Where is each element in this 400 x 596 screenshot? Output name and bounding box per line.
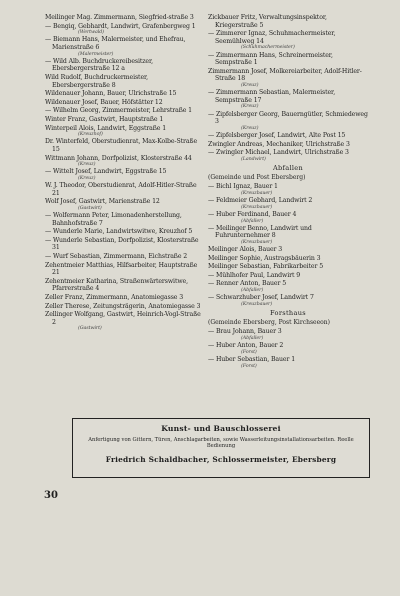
- entry-house-name: (Schuhmachermeister): [241, 45, 295, 51]
- directory-entry: [208, 342, 368, 355]
- entry-house-name: (Gastwirt): [78, 205, 102, 211]
- directory-entry: [208, 294, 368, 307]
- entry-text: Wolf Josef, Gastwirt, Marienstraße 12: [45, 198, 160, 206]
- entry-text: — Wittelt Josef, Landwirt, Eggstraße 15: [45, 168, 167, 176]
- directory-entry: [208, 211, 368, 224]
- directory-entry: [208, 149, 368, 162]
- directory-entry: [45, 253, 205, 261]
- entry-text: — Mühlhofer Paul, Landwirt 9: [208, 271, 301, 279]
- directory-entry: [45, 278, 205, 293]
- ad-owner: Friedrich Schaldbacher, Schlossermeister, Ebersberg: [105, 455, 337, 464]
- directory-entry: [45, 36, 205, 56]
- entry-text: — Zwingler Michael, Landwirt, Ulrichstraße 3: [208, 149, 349, 157]
- directory-entry: [45, 228, 205, 236]
- directory-entry: [45, 311, 205, 331]
- directory-entry: [45, 116, 205, 124]
- directory-entry: [45, 138, 205, 153]
- entry-house-name: (Kreuzbauer): [241, 190, 273, 196]
- directory-entry: [208, 197, 368, 210]
- directory-entry: [45, 303, 205, 311]
- entry-text: Zehentmeier Matthias, Hilfsarbeiter, Hauptstraße 21: [45, 261, 198, 277]
- directory-entry: [208, 356, 368, 369]
- entry-house-name: (Kreuz): [78, 175, 96, 181]
- entry-house-name: (Wertwald): [78, 30, 104, 36]
- entry-text: — Zipfelsberger Georg, Bauerngütler, Schmiedeweg 3: [208, 110, 368, 126]
- entry-text: — Huber Ferdinand, Bauer 4: [208, 210, 297, 218]
- entry-text: Zeller Therese, Zeitungsträgerin, Anatomiegasse 3: [45, 302, 201, 310]
- directory-entry: [45, 212, 205, 227]
- directory-entry: [45, 23, 205, 36]
- directory-entry: [45, 262, 205, 277]
- entry-text: — Huber Sebastian, Bauer 1: [208, 356, 296, 364]
- entry-text: — Zipfelsberger Josef, Landwirt, Alte Post 15: [208, 131, 346, 139]
- entry-text: — Wolfermann Peter, Limonadenherstellung, Bahnhofstraße 7: [45, 212, 182, 227]
- entry-house-name: (Gastwirt): [78, 326, 102, 332]
- right-column: [208, 14, 368, 370]
- entry-text: Wittmann Johann, Dorfpolizist, Klosterstraße 44: [45, 154, 192, 162]
- entry-text: Zehentmeier Katharina, Straßenwärterswitwe, Pfarrerstraße 4: [45, 277, 188, 293]
- directory-entry: [45, 107, 205, 115]
- entry-text: — Zimmermann Sebastian, Malermeister, Sempstraße 17: [208, 89, 336, 104]
- directory-entry: [208, 183, 368, 196]
- entry-text: Zeller Franz, Zimmermann, Anatomiegasse 3: [45, 294, 184, 302]
- directory-entry: [208, 14, 368, 29]
- entry-text: — Brau Johann, Bauer 3: [208, 328, 282, 336]
- entry-text: — Biemann Hans, Malermeister, und Ehefrau, Marienstraße 6: [45, 36, 186, 51]
- entry-text: — Feldmeier Gebhard, Landwirt 2: [208, 197, 313, 205]
- entry-text: Wildenauer Josef, Bauer, Höfstätter 12: [45, 98, 163, 106]
- entry-house-name: (Kreuz): [241, 104, 259, 110]
- entry-text: W. J. Theodor, Oberstudienrat, Adolf-Hitler-Straße 21: [45, 182, 197, 197]
- entry-house-name: (Kreuzbauer): [241, 301, 273, 307]
- entry-house-name: (Forst): [241, 363, 257, 369]
- directory-entry: [45, 99, 205, 107]
- entry-text: Meilinger Sophie, Austragsbäuerin 3: [208, 254, 321, 262]
- entry-text: — Schwarzhuber Josef, Landwirt 7: [208, 294, 314, 302]
- page-number: 30: [44, 490, 58, 501]
- entry-text: — Meilinger Benno, Landwirt und Fuhrunternehmer 8: [208, 224, 312, 240]
- entry-text: — Wunderle Marie, Landwirtswitwe, Kreuzhof 5: [45, 228, 193, 236]
- entry-text: Zwingler Andreas, Mechaniker, Ulrichstraße 3: [208, 140, 350, 148]
- entry-text: — Wunderle Sebastian, Dorfpolizist, Klosterstraße 31: [45, 236, 199, 252]
- directory-entry: [208, 328, 368, 341]
- directory-entry: [45, 294, 205, 302]
- entry-house-name: (Kreuz): [241, 125, 259, 131]
- advertisement-box: [72, 418, 370, 478]
- entry-text: Meilinger Sebastian, Fabrikarbeiter 5: [208, 263, 324, 271]
- entry-text: — Wild Alb. Buchdruckereibesitzer, Ebersbergerstraße 12 a: [45, 57, 154, 73]
- entry-text: — Zimmerer Ignaz, Schuhmachermeister, Seemühlweg 14: [208, 30, 336, 45]
- directory-entry: [45, 90, 205, 98]
- section-heading: Forsthaus: [270, 309, 306, 318]
- entry-house-name: (Kreuz): [241, 82, 259, 88]
- directory-entry: [208, 68, 368, 88]
- entry-text: Meilinger Mag. Zimmermann, Siegfried-straße 3: [45, 14, 194, 21]
- entry-text: Wild Rudolf, Buchdruckermeister, Ebersbergerstraße 8: [45, 73, 149, 89]
- directory-entry: [208, 246, 368, 254]
- entry-text: — Huber Anton, Bauer 2: [208, 342, 284, 350]
- entry-house-name: (Kreuzbauer): [241, 239, 273, 245]
- entry-text: Dr. Winterfeld, Oberstudienrat, Max-Kolbe-Straße 15: [45, 138, 198, 153]
- entry-house-name: (Abfaller): [241, 336, 264, 342]
- entry-text: Winter Franz, Gastwirt, Hauptstraße 1: [45, 115, 164, 123]
- directory-entry: [45, 155, 205, 168]
- directory-entry: [208, 52, 368, 67]
- entry-text: — Wilhelm Georg, Zimmermeister, Lehrstraße 1: [45, 107, 192, 115]
- section-heading: Abfallen: [272, 163, 304, 172]
- section-subheading: (Gemeinde Ebersberg, Post Kirchseeon): [208, 319, 330, 327]
- entry-text: Wildenauer Johann, Bauer, Ulrichstraße 15: [45, 90, 177, 98]
- entry-text: — Wurf Sebastian, Zimmermann, Eichstraße 2: [45, 253, 188, 261]
- directory-entry: [45, 168, 205, 181]
- left-column: [45, 14, 205, 333]
- entry-text: — Renner Anton, Bauer 5: [208, 280, 287, 288]
- directory-entry: [208, 263, 368, 271]
- section-subheading: (Gemeinde und Post Ebersberg): [208, 173, 306, 181]
- directory-entry: [45, 182, 205, 197]
- entry-text: Winterpeil Alois, Landwirt, Eggstraße 1: [45, 124, 167, 132]
- entry-house-name: (Abfaller): [241, 288, 264, 294]
- directory-entry: [208, 225, 368, 245]
- directory-entry: [45, 74, 205, 89]
- entry-house-name: (Kreuzhof): [78, 132, 103, 138]
- directory-entry: [45, 58, 205, 73]
- entry-house-name: (Abfaller): [241, 218, 264, 224]
- directory-entry: [208, 111, 368, 131]
- directory-entry: [208, 280, 368, 293]
- entry-text: Zimmermann Josef, Molkereiarbeiter, Adolf-Hitler-Straße 18: [208, 67, 362, 83]
- directory-entry: [45, 237, 205, 252]
- entry-text: — Bengiq, Gebhardt, Landwirt, Grafenbergweg 1: [45, 22, 196, 30]
- directory-entry: [45, 198, 205, 211]
- directory-entry: [208, 272, 368, 280]
- entry-house-name: (Forst): [241, 349, 257, 355]
- directory-entry: [208, 89, 368, 109]
- entry-text: — Zimmermann Hans, Schreinermeister, Sempstraße 1: [208, 51, 333, 67]
- directory-entry: [45, 14, 205, 22]
- entry-text: Zellinger Wolfgang, Gastwirt, Heinrich-Vogl-Straße 2: [45, 311, 201, 326]
- entry-text: Meilinger Alois, Bauer 3: [208, 246, 283, 254]
- entry-house-name: (Landwirt): [241, 156, 266, 162]
- entry-text: — Bichl Ignaz, Bauer 1: [208, 183, 278, 191]
- directory-entry: [208, 30, 368, 50]
- ad-title: Kunst- und Bauschlosserei: [161, 424, 281, 433]
- directory-entry: [208, 255, 368, 263]
- entry-house-name: (Malermeister): [78, 51, 114, 57]
- directory-entry: [208, 132, 368, 140]
- ad-description: Anfertigung von Gittern, Türen, Anschlagarbeiten, sowie Wasserleitungsinstallationsarbeiten. Reelle Bedienung: [88, 437, 354, 449]
- entry-house-name: (Kreuz): [78, 162, 96, 168]
- entry-text: Zickbauer Fritz, Verwaltungsinspektor, Kriegerstraße 5: [208, 14, 327, 29]
- directory-entry: [208, 141, 368, 149]
- directory-entry: [45, 125, 205, 138]
- entry-house-name: (Kreuzbauer): [241, 204, 273, 210]
